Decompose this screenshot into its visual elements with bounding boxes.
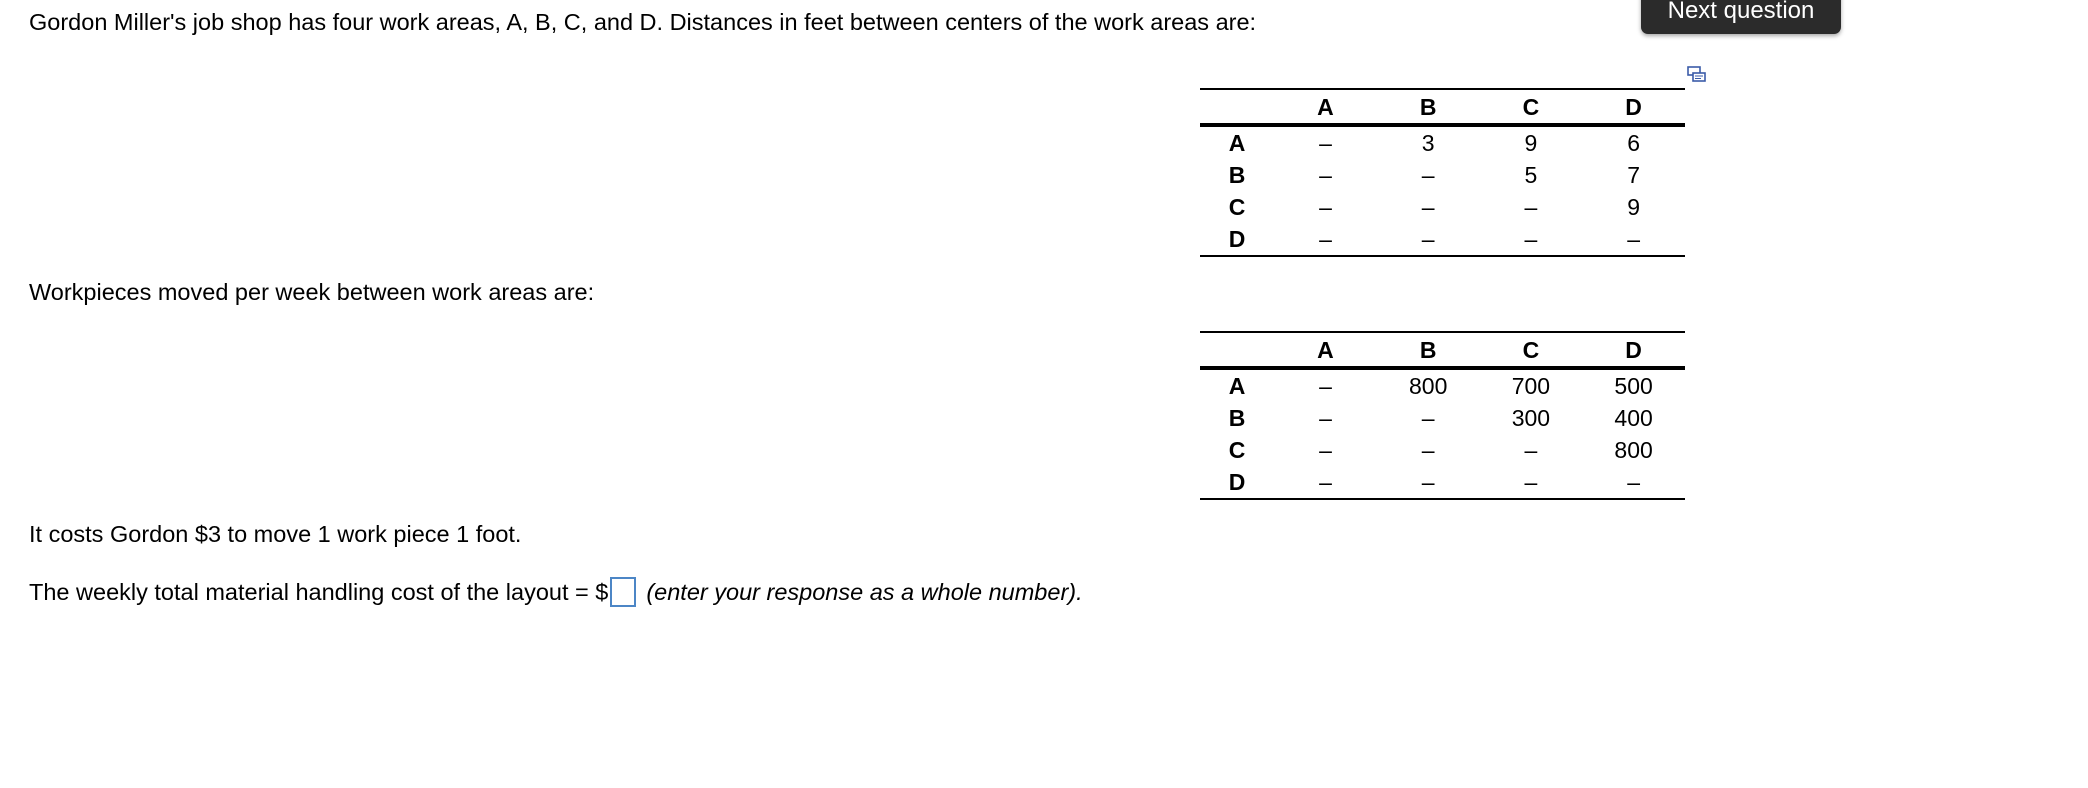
table-header-row	[1200, 89, 1685, 125]
cost-text: It costs Gordon $3 to move 1 work piece 1 foot.	[29, 521, 522, 547]
table-cell: 6	[1627, 130, 1641, 156]
table-cell: –	[1421, 405, 1435, 431]
table-row	[1200, 125, 1685, 159]
table-cell: –	[1319, 130, 1332, 156]
row-header-c: C	[1228, 437, 1246, 463]
table-cell: –	[1421, 162, 1435, 188]
table-cell: –	[1524, 437, 1538, 463]
table-cell: 700	[1511, 373, 1551, 399]
workpieces-text: Workpieces moved per week between work areas are:	[29, 279, 595, 305]
answer-hint: (enter your response as a whole number).	[646, 579, 1083, 605]
table-cell: 9	[1627, 194, 1641, 220]
table-row	[1200, 368, 1685, 402]
row-header-a: A	[1228, 130, 1246, 156]
table-cell: 9	[1524, 130, 1538, 156]
table-cell: 300	[1511, 405, 1551, 431]
table-cell: –	[1319, 405, 1332, 431]
column-header-d: D	[1625, 93, 1642, 120]
table-cell: –	[1421, 194, 1435, 220]
table-cell: –	[1421, 437, 1435, 463]
table-cell: 400	[1614, 405, 1653, 431]
table-row	[1200, 159, 1685, 191]
column-header-b: B	[1419, 93, 1437, 120]
answer-input[interactable]	[610, 577, 636, 607]
table-header-row	[1200, 332, 1685, 368]
table-cell: 5	[1524, 162, 1538, 188]
table-row	[1200, 434, 1685, 466]
table-cell: –	[1319, 194, 1332, 220]
column-header-c: C	[1522, 93, 1540, 120]
distance-table	[1200, 88, 1685, 257]
table-row	[1200, 466, 1685, 499]
row-header-d: D	[1228, 469, 1246, 495]
table-cell: –	[1421, 226, 1435, 252]
question-line	[29, 577, 1083, 607]
table-cell: –	[1627, 226, 1641, 252]
next-question-button[interactable]: Next question	[1641, 0, 1841, 34]
table-cell: 3	[1421, 130, 1435, 156]
column-header-a: A	[1317, 336, 1334, 363]
question-prefix: The weekly total material handling cost of the layout = $	[29, 579, 609, 605]
table-cell: 800	[1614, 437, 1653, 463]
column-header-a: A	[1317, 93, 1334, 120]
table-cell: –	[1524, 194, 1538, 220]
table-cell: –	[1319, 162, 1332, 188]
table-cell: 7	[1627, 162, 1641, 188]
table-row	[1200, 402, 1685, 434]
row-header-b: B	[1228, 405, 1246, 431]
copy-to-clipboard-icon[interactable]	[1686, 64, 1708, 86]
row-header-b: B	[1228, 162, 1246, 188]
row-header-c: C	[1228, 194, 1246, 220]
table-cell: 500	[1614, 373, 1653, 399]
table-cell: –	[1319, 437, 1332, 463]
table-cell: –	[1421, 469, 1435, 495]
table-row	[1200, 191, 1685, 223]
workpieces-table	[1200, 331, 1685, 500]
column-header-c: C	[1522, 336, 1540, 363]
table-cell: –	[1319, 469, 1332, 495]
table-corner-cell	[1200, 89, 1274, 125]
table-cell: –	[1524, 469, 1538, 495]
table-cell: 800	[1408, 373, 1448, 399]
table-cell: –	[1524, 226, 1538, 252]
table-cell: –	[1627, 469, 1641, 495]
row-header-a: A	[1228, 373, 1246, 399]
column-header-b: B	[1419, 336, 1437, 363]
table-corner-cell	[1200, 332, 1274, 368]
table-cell: –	[1319, 226, 1332, 252]
table-cell: –	[1319, 373, 1332, 399]
table-row	[1200, 223, 1685, 256]
intro-text: Gordon Miller's job shop has four work areas, A, B, C, and D. Distances in feet between centers of the work areas are:	[29, 9, 1257, 35]
row-header-d: D	[1228, 226, 1246, 252]
column-header-d: D	[1625, 336, 1642, 363]
